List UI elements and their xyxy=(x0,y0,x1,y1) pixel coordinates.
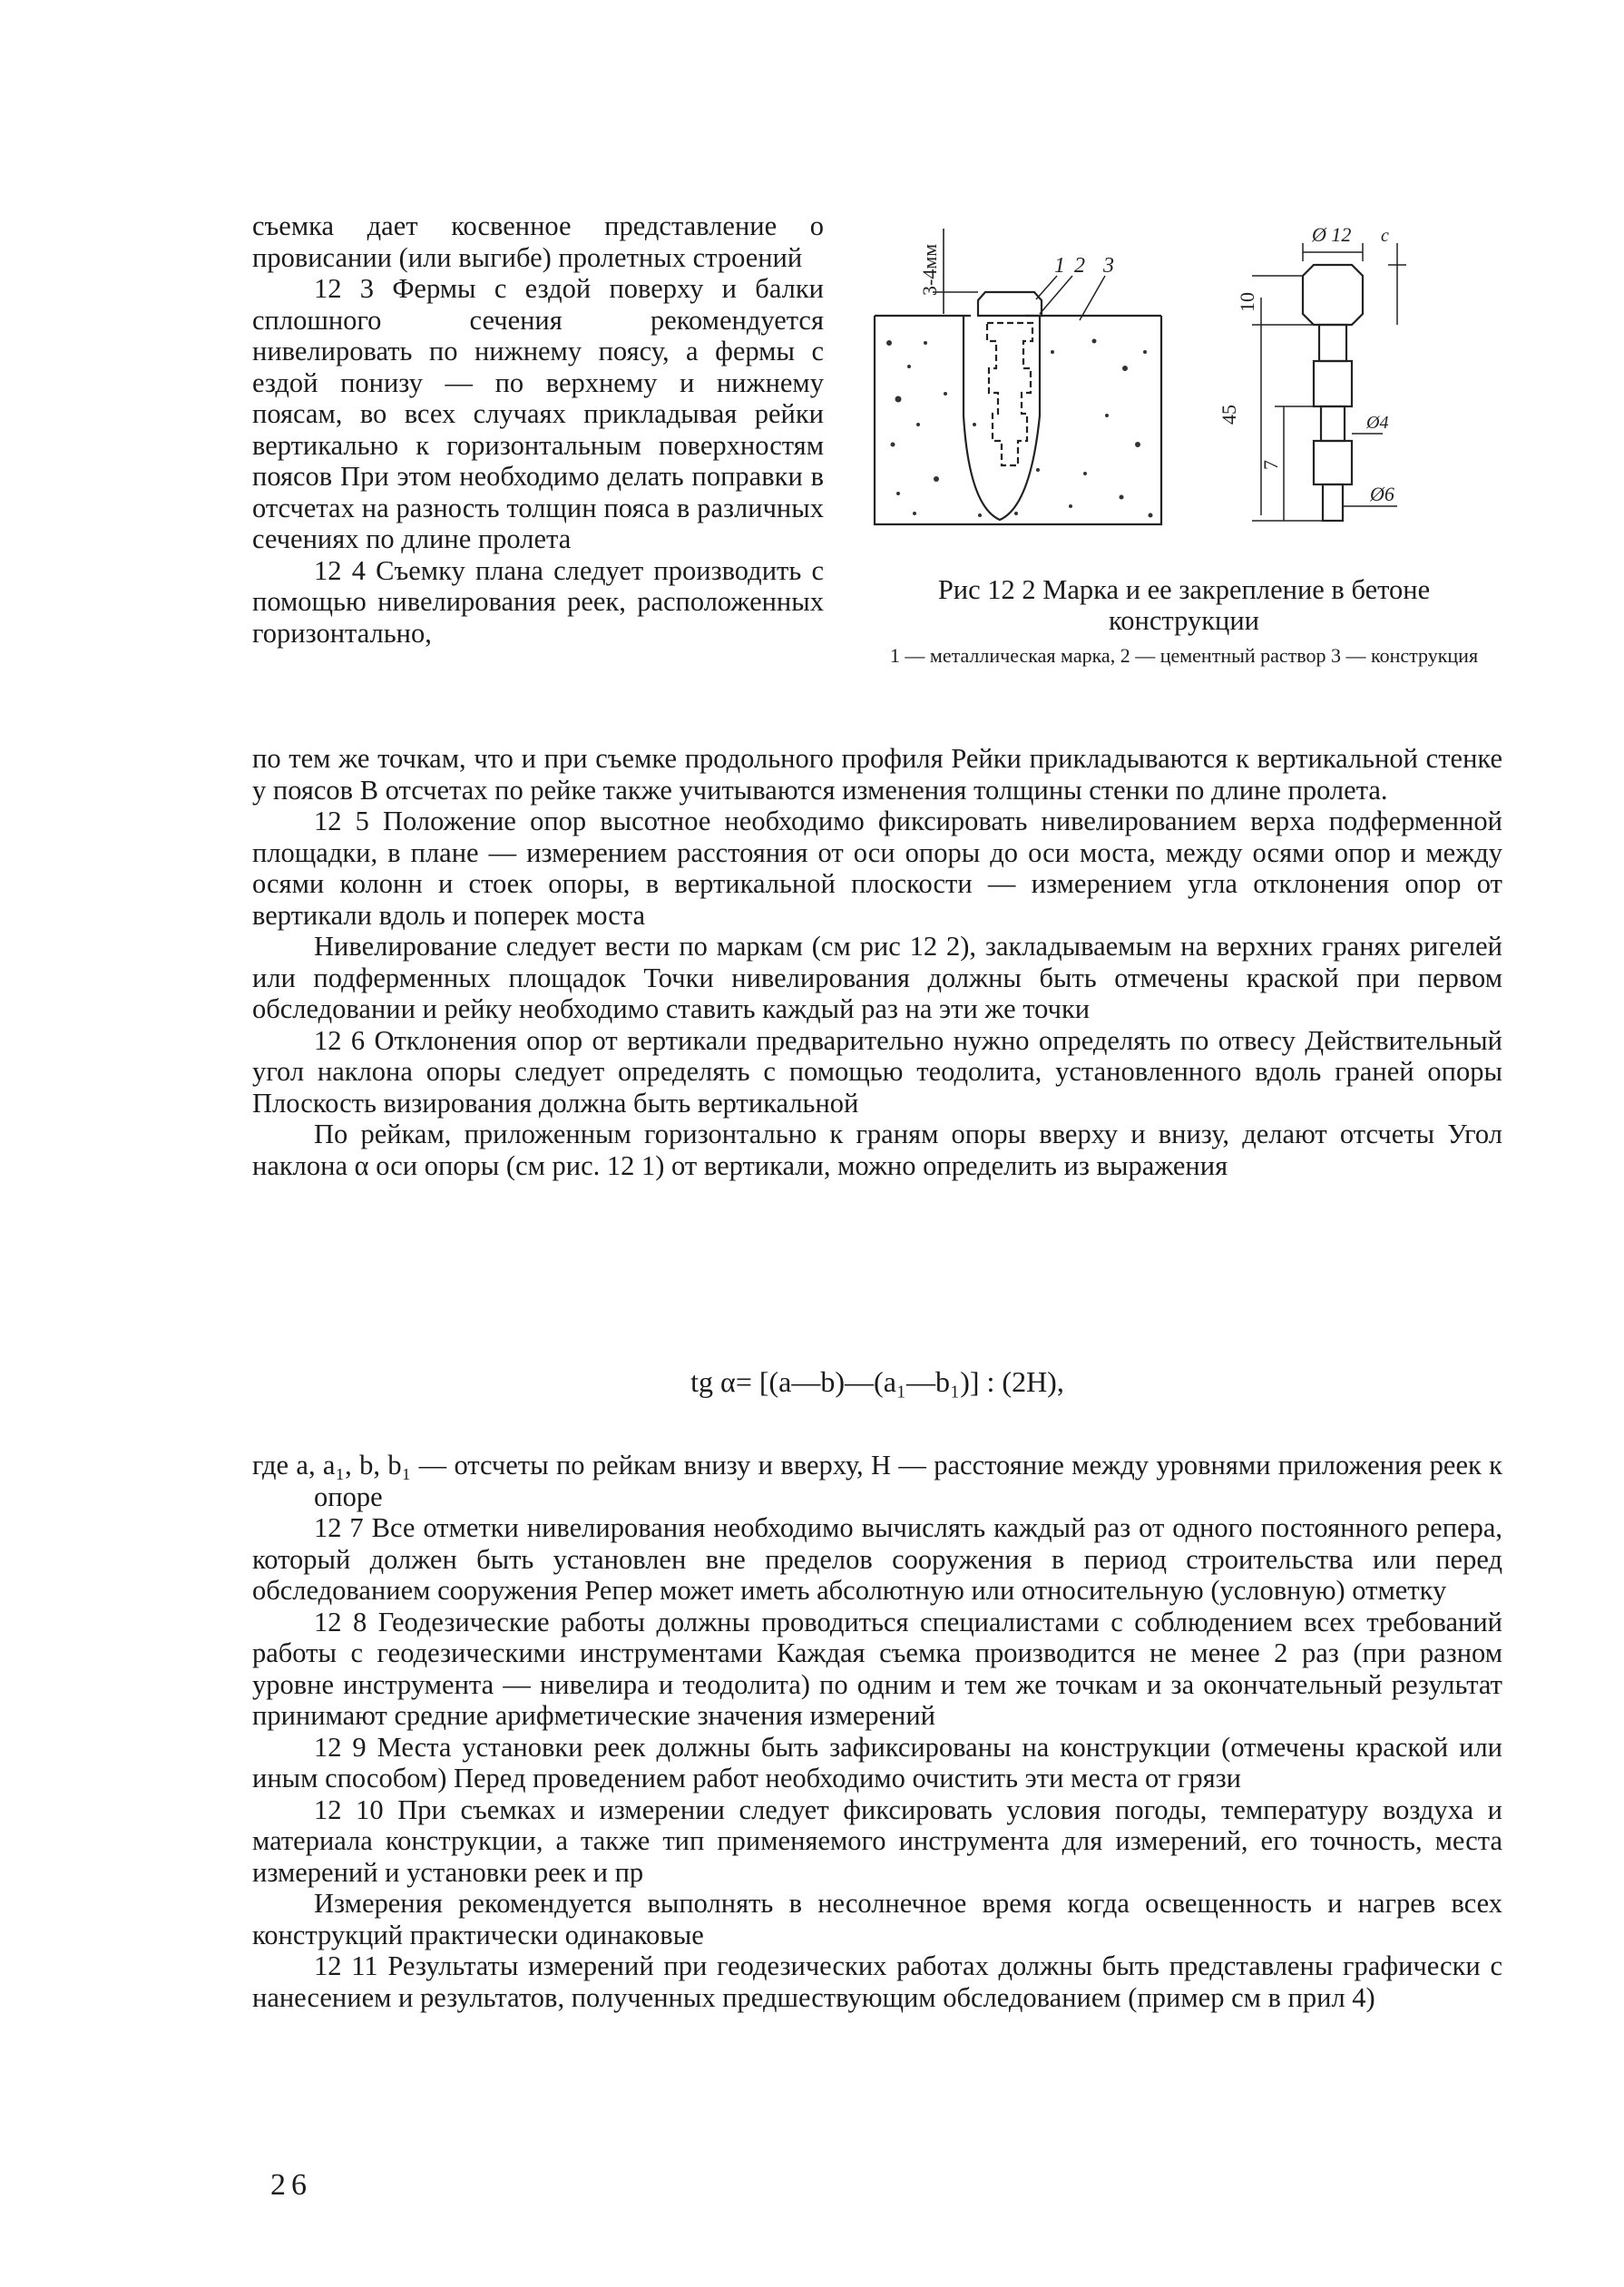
paragraph-12-11: 12 11 Результаты измерений при геодезических работах должны быть представлены графически с нанесением и результатов, полученных предшествующим обследованием (пример см в прил 4) xyxy=(252,1950,1502,2013)
paragraph-12-7: 12 7 Все отметки нивелирования необходимо вычислять каждый раз от одного постоянного репера, который должен быть установлен вне пределов сооружения в период строительства или перед обследованием сооружения Репер может иметь абсолютную или относительную (условную) отметку xyxy=(252,1512,1502,1606)
paragraph-readings: По рейкам, приложенным горизонтально к граням опоры вверху и внизу, делают отсчеты Угол наклона α оси опоры (см рис. 12 1) от вертикали, можно определить из выражения xyxy=(252,1119,1502,1181)
paragraph-12-4-continued: по тем же точкам, что и при съемке продольного профиля Рейки прикладываются к вертикальной стенке у поясов В отсчетах по рейке также учитываются изменения толщины стенки по длине пролета. xyxy=(252,743,1502,806)
paragraph-12-10: 12 10 При съемках и измерении следует фиксировать условия погоды, температуру воздуха и материала конструкции, а также тип применяемого инструмента для измерений, его точность, места измерений и установки реек и пр xyxy=(252,1793,1502,1888)
figure-caption-legend: 1 — металлическая марка, 2 — цементный раствор 3 — конструкция xyxy=(889,644,1479,667)
figure-drawing xyxy=(862,207,1497,570)
paragraph-12-8: 12 8 Геодезические работы должны проводиться специалистами с соблюдением всех требований работы с геодезическими инструментами Каждая съемка производится не менее 2 раз (при разном уровне инструмента — нивелира и теодолита) по одним и тем же точкам и за окончательный результат принимают средние арифметические значения измерений xyxy=(252,1606,1502,1731)
dim-label-d6: Ø6 xyxy=(1370,483,1394,505)
callout-1: 1 xyxy=(1054,254,1065,278)
formula: tg α= [(a—b)—(a₁—b₁)] : (2H), xyxy=(690,1365,1064,1398)
dim-label-7: 7 xyxy=(1259,460,1282,470)
page-number: 26 xyxy=(270,2168,312,2202)
main-text-upper xyxy=(252,743,1502,1181)
dim-label-d4: Ø4 xyxy=(1366,413,1389,433)
concrete-aggregate xyxy=(886,339,1153,518)
callout-2: 2 xyxy=(1074,254,1085,278)
paragraph-leveling: Нивелирование следует вести по маркам (см рис 12 2), закладываемым на верхних гранях ригелей или подферменных площадок Точки нивелирования должны быть отмечены краской при первом обследовании и рейку необходимо ставить каждый раз на эти же точки xyxy=(252,931,1502,1024)
main-text-lower xyxy=(252,1450,1502,2013)
paragraph-intro: съемка дает косвенное представление о провисании (или выгибе) пролетных строений xyxy=(252,210,824,273)
paragraph-12-9: 12 9 Места установки реек должны быть зафиксированы на конструкции (отмечены краской или иным способом) Перед проведением работ необходимо очистить эти места от грязи xyxy=(252,1731,1502,1793)
paragraph-measurements: Измерения рекомендуется выполнять в несолнечное время когда освещенность и нагрев всех конструкций практически одинаковые xyxy=(252,1888,1502,1950)
left-column xyxy=(252,210,824,649)
paragraph-12-3: 12 3 Фермы с ездой поверху и балки сплошного сечения рекомендуется нивелировать по нижнему поясу, а фермы с ездой понизу — по верхнему и нижнему поясам, во всех случаях прикладывая рейки вертикально к горизонтальным поверхностям поясов При этом необходимо делать поправки в отсчетах на разность толщин пояса в различных сечениях по длине пролета xyxy=(252,273,824,554)
figure-12-2 xyxy=(862,207,1497,679)
paragraph-where: где a, a₁, b, b₁ — отсчеты по рейкам внизу и вверху, H — расстояние между уровнями приложения реек к опоре xyxy=(252,1450,1502,1512)
dim-label-10: 10 xyxy=(1236,292,1258,312)
dim-label-c: c xyxy=(1381,226,1389,246)
figure-caption-title: Рис 12 2 Марка и ее закрепление в бетоне конструкции xyxy=(937,574,1431,636)
dim-label-3-4mm: 3-4мм xyxy=(918,243,941,296)
paragraph-12-4: 12 4 Съемку плана следует производить с помощью нивелирования реек, расположенных горизонтально, xyxy=(252,554,824,649)
callout-3: 3 xyxy=(1103,254,1114,278)
dim-label-d12: Ø 12 xyxy=(1312,223,1352,246)
paragraph-12-5: 12 5 Положение опор высотное необходимо фиксировать нивелированием верха подферменной площадки, в плане — измерением расстояния от оси опоры до оси моста, между осями опор и между осями колонн и стоек опоры, в вертикальной плоскости — измерением угла отклонения опор от вертикали вдоль и поперек моста xyxy=(252,806,1502,931)
paragraph-12-6: 12 6 Отклонения опор от вертикали предварительно нужно определять по отвесу Действительный угол наклона опоры следует определять с помощью теодолита, установленного вдоль граней опоры Плоскость визирования должна быть вертикальной xyxy=(252,1024,1502,1119)
dim-label-45: 45 xyxy=(1218,405,1240,425)
